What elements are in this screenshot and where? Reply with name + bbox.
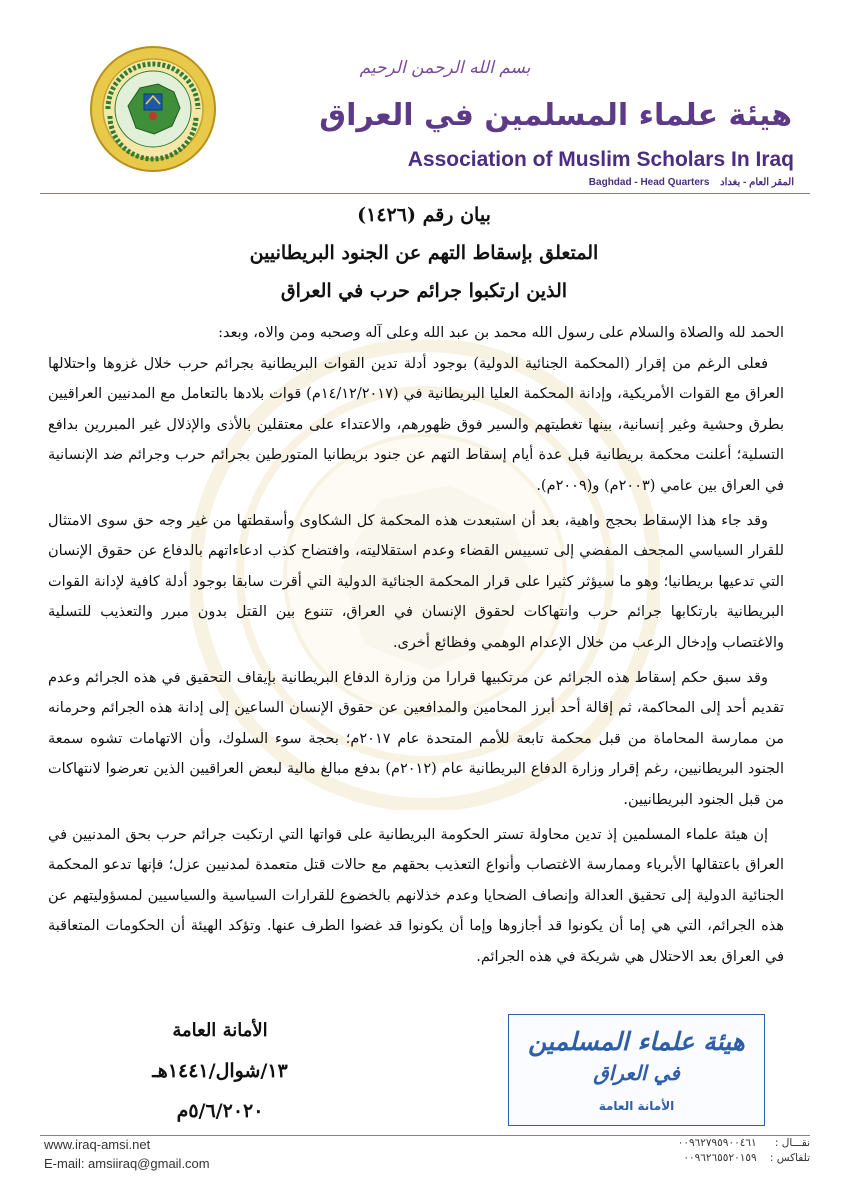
basmala: بسم الله الرحمن الرحيم — [359, 58, 531, 78]
headquarters-label — [589, 177, 794, 188]
footer-divider — [40, 1135, 810, 1136]
paragraph-4: إن هيئة علماء المسلمين إذ تدين محاولة تستر الحكومة البريطانية على قواتها التي ارتكبت جرائم حرب بحق المدنيين في العراق باعتقالها الأبرياء وممارسة الاغتصاب وأنواع التعذيب بحقهم مع حالات قتل متعمدة لمدنيين عزل؛ فإنها تدعو المحكمة الجنائية الدولية إلى تحقيق العدالة وإنصاف الضحايا وعدم خذلانهم بالخضوع للقرارات السياسية والسياسيين لمسؤوليتهم عن هذه الجرائم، التي هي إما أن يكونوا قد أجازوها وإما أن يكونوا قد غضوا الطرف عنها. وتؤكد الهيئة أن الحكومات المتعاقبة في العراق بعد الاحتلال هي شريكة في هذه الجرائم. — [48, 826, 784, 965]
signature-date-hijri: ١٣/شوال/١٤٤١هـ — [152, 1060, 288, 1082]
fax-number: ٠٠٩٦٢٦٥٥٢٠١٥٩ — [683, 1152, 757, 1164]
mobile-row — [620, 1137, 810, 1152]
statement-body — [48, 318, 784, 976]
contact-numbers — [620, 1137, 810, 1167]
stamp-calligraphy-continued: في العراق — [593, 1061, 680, 1085]
association-seal-icon — [88, 44, 218, 174]
signature-office: الأمانة العامة — [172, 1020, 268, 1041]
fax-row — [620, 1152, 810, 1167]
mobile-number: ٠٠٩٦٢٧٩٥٩٠٠٤٦١ — [677, 1137, 757, 1149]
opening-paragraph: الحمد لله والصلاة والسلام على رسول الله محمد بن عبد الله وعلى آله وصحبه ومن والاه، وبعد: — [218, 325, 784, 341]
stamp-calligraphy: هيئة علماء المسلمين — [528, 1027, 745, 1056]
paragraph-3: وقد سبق حكم إسقاط هذه الجرائم عن مرتكبيها قرارا من وزارة الدفاع البريطانية بإيقاف التحقيق في هذه الجرائم وعدم تقديم أحد إلى المحاكمة، ثم إقالة أحد أبرز المحامين والمدافعين عن حقوق الإنسان الساعين إلى إدانة هذه الجرائم وحرمانه من ممارسة المحاماة من قبل محكمة تابعة للأمم المتحدة عام ٢٠١٧م؛ بحجة سوء السلوك، وأن الاتهامات تشوه سمعة الجنود البريطانيين، رغم إقرار وزارة الدفاع البريطانية عام (٢٠١٢م) بدفع مبالغ مالية لبعض العراقيين الذين تعرضوا لانتهاكات من قبل الجنود البريطانيين. — [48, 669, 784, 808]
official-stamp — [508, 1014, 765, 1126]
organization-name-english: Association of Muslim Scholars In Iraq — [407, 148, 794, 171]
stamp-caption: الأمانة العامة — [598, 1099, 675, 1113]
mobile-label: نقـــال : — [774, 1137, 810, 1149]
paragraph-2: وقد جاء هذا الإسقاط بحجج واهية، بعد أن استبعدت هذه المحكمة كل الشكاوى وأسقطتها من غير وجه حق سوى الامتثال للقرار السياسي المجحف المفضي إلى تسييس القضاء وعدم استقلاليته، وافتضاح كذب ادعاءاتهم بالدفاع عن حقوق الإنسان التي تدعيها بريطانيا؛ وهو ما سيؤثر كثيرا على قرار المحكمة الجنائية الدولية التي أقرت سابقا بوجود أدلة كافية لإدانة القوات البريطانية بارتكابها جرائم حرب وانتهاكات لحقوق الإنسان في العراق، تتنوع بين القتل بدون مبرر والتعذيب للتسلية والاغتصاب وإدخال الرعب من خلال الإعدام الوهمي وفظائع أخرى. — [48, 512, 784, 651]
headquarters-arabic: المقر العام - بغداد — [720, 177, 794, 188]
statement-subject-continued: الذين ارتكبوا جرائم حرب في العراق — [280, 280, 568, 302]
organization-name-arabic: هيئة علماء المسلمين في العراق — [319, 98, 792, 133]
signature-date-gregorian: ٥/٦/٢٠٢٠م — [176, 1100, 264, 1122]
header-divider — [40, 193, 810, 194]
fax-label: تلفاكس : — [769, 1152, 810, 1164]
statement-subject: المتعلق بإسقاط التهم عن الجنود البريطانيين — [249, 242, 599, 264]
paragraph-1: فعلى الرغم من إقرار (المحكمة الجنائية الدولية) بوجود أدلة تدين القوات البريطانية بجرائم حرب خلال غزوها واحتلالها العراق مع القوات الأمريكية، وإدانة المحكمة العليا البريطانية في (١٤/١٢/٢٠١٧م) قوات بلادها بالتعامل مع المدنيين العراقيين بطرق وحشية وغير إنسانية، بينها تغطيتهم والسير فوق ظهورهم، والاعتداء على معتقلين بالأذى والإذلال غير المبررين بدافع التسلية؛ أعلنت محكمة بريطانية قبل عدة أيام إسقاط التهم عن جنود بريطانيا المتورطين بجرائم حرب وجرائم ضد الإنسانية في العراق بين عامي (٢٠٠٣م) و(٢٠٠٩م). — [48, 355, 784, 494]
website-link[interactable]: www.iraq-amsi.net — [44, 1137, 151, 1152]
statement-number: بيان رقم (١٤٢٦) — [357, 204, 491, 226]
headquarters-english: Baghdad - Head Quarters — [588, 177, 710, 188]
email-link[interactable]: E-mail: amsiiraq@gmail.com — [44, 1156, 210, 1171]
